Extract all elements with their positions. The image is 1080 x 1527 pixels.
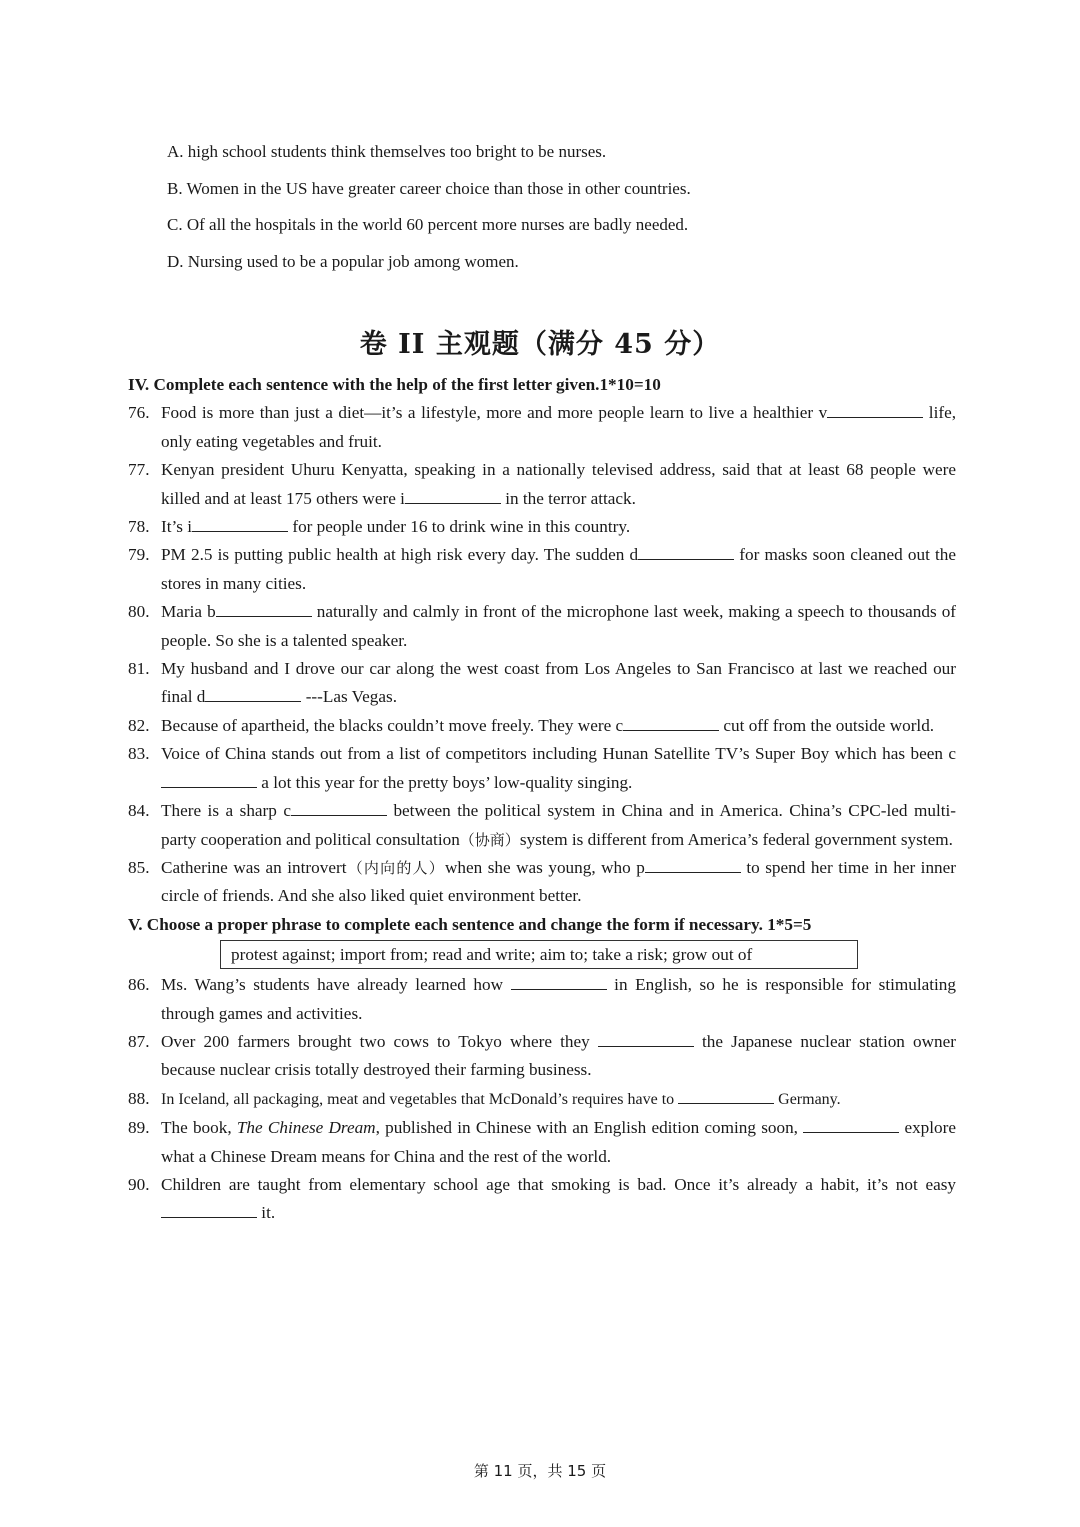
question-text: PM 2.5 is putting public health at high risk every day. The sudden d: [161, 545, 639, 565]
question-text: The book,: [161, 1118, 237, 1138]
question-number: 88.: [128, 1088, 150, 1108]
question-number: 83.: [128, 744, 150, 764]
question-text: In Iceland, all packaging, meat and vegetables that McDonald’s requires have to: [161, 1090, 679, 1108]
question-number: 85.: [128, 857, 150, 877]
exercise-body: [128, 371, 956, 1228]
chinese-gloss: （协商）: [459, 830, 520, 849]
question-text: Maria b: [161, 602, 216, 622]
answer-blank[interactable]: [645, 854, 741, 873]
question-text: It’s i: [161, 517, 193, 537]
question-text: in the terror attack.: [500, 488, 636, 508]
question-text: Kenyan president Uhuru Kenyatta, speaking in a nationally televised address, said that at least 68 people were killed and at least 175 others were i: [161, 460, 956, 508]
question-79: [128, 541, 956, 598]
question-text: My husband and I drove our car along the west coast from Los Angeles to San Francisco at last we reached our final d: [161, 659, 956, 707]
option-d: D. Nursing used to be a popular job among women.: [167, 251, 519, 271]
question-86: [128, 971, 956, 1028]
part4-heading: IV. Complete each sentence with the help of the first letter given.1*10=10: [128, 375, 661, 394]
question-number: 81.: [128, 659, 150, 679]
question-text: Germany.: [774, 1090, 841, 1108]
answer-blank[interactable]: [161, 769, 257, 788]
question-text: Catherine was an introvert: [161, 857, 347, 877]
question-number: 82.: [128, 715, 150, 735]
question-80: [128, 598, 956, 655]
answer-blank[interactable]: [216, 598, 312, 617]
option-a: A. high school students think themselves too bright to be nurses.: [167, 142, 607, 161]
chinese-gloss: （内向的人）: [346, 858, 445, 877]
question-text: , published in Chinese with an English edition coming soon,: [375, 1118, 804, 1138]
question-84: [128, 797, 956, 854]
question-text: between the political system in China and in America. China’s CPC-led multi-party cooperation and political consultation: [161, 801, 956, 849]
question-number: 78.: [128, 517, 150, 537]
question-text: the Japanese nuclear station owner because nuclear crisis totally destroyed their farming business.: [161, 1031, 956, 1080]
answer-blank[interactable]: [598, 1028, 694, 1047]
option-c: C. Of all the hospitals in the world 60 percent more nurses are badly needed.: [167, 215, 689, 234]
question-text: Children are taught from elementary school age that smoking is bad. Once it’s already a habit, it’s not easy: [161, 1174, 956, 1194]
answer-blank[interactable]: [192, 513, 288, 532]
answer-blank[interactable]: [638, 541, 734, 560]
question-number: 76.: [128, 403, 150, 423]
question-89: [128, 1114, 956, 1171]
question-text: Food is more than just a diet—it’s a lifestyle, more and more people learn to live a healthier v: [161, 403, 828, 423]
option-b: B. Women in the US have greater career choice than those in other countries.: [167, 178, 691, 198]
question-text: Over 200 farmers brought two cows to Tokyo where they: [161, 1031, 598, 1051]
question-number: 80.: [128, 602, 150, 622]
question-number: 79.: [128, 545, 150, 565]
question-text: to spend her time in her inner circle of friends. And she also liked quiet environment better.: [161, 857, 956, 906]
question-text: life, only eating vegetables and fruit.: [161, 403, 956, 451]
question-text: explore what a Chinese Dream means for China and the rest of the world.: [161, 1118, 956, 1166]
question-text: Ms. Wang’s students have already learned how: [161, 975, 511, 995]
section-title: 卷 II 主观题（满分 45 分）: [359, 329, 721, 360]
answer-options: [167, 140, 967, 286]
question-text: cut off from the outside world.: [719, 715, 935, 735]
answer-blank[interactable]: [678, 1085, 774, 1104]
question-text: ---Las Vegas.: [301, 687, 398, 707]
answer-blank[interactable]: [827, 399, 923, 418]
book-title: The Chinese Dream: [236, 1118, 376, 1138]
question-85: [128, 854, 956, 911]
question-88: [128, 1085, 956, 1114]
question-text: Because of apartheid, the blacks couldn’t move freely. They were c: [161, 715, 624, 735]
question-number: 86.: [128, 975, 150, 995]
answer-blank[interactable]: [623, 712, 719, 731]
answer-blank[interactable]: [291, 797, 387, 816]
question-number: 89.: [128, 1118, 150, 1138]
question-text: There is a sharp c: [161, 801, 291, 821]
question-90: [128, 1171, 956, 1228]
question-83: [128, 740, 956, 797]
part5-heading: V. Choose a proper phrase to complete each sentence and change the form if necessary. 1*5=5: [128, 914, 812, 934]
question-number: 84.: [128, 801, 150, 821]
phrase-bank: protest against; import from; read and write; aim to; take a risk; grow out of: [220, 940, 858, 969]
question-text: system is different from America’s federal government system.: [519, 829, 953, 849]
question-text: it.: [257, 1203, 276, 1223]
question-number: 77.: [128, 460, 150, 480]
answer-blank[interactable]: [511, 971, 607, 990]
question-77: [128, 456, 956, 513]
answer-blank[interactable]: [405, 485, 501, 504]
question-81: [128, 655, 956, 712]
question-76: [128, 399, 956, 456]
question-text: when she was young, who p: [444, 857, 645, 877]
answer-blank[interactable]: [803, 1114, 899, 1133]
question-text: for masks soon cleaned out the stores in many cities.: [161, 545, 956, 593]
answer-blank[interactable]: [161, 1199, 257, 1218]
question-text: for people under 16 to drink wine in this country.: [288, 517, 631, 537]
question-87: [128, 1028, 956, 1085]
question-78: [128, 513, 956, 541]
question-text: naturally and calmly in front of the microphone last week, making a speech to thousands of people. So she is a talented speaker.: [161, 602, 957, 650]
question-text: a lot this year for the pretty boys’ low-quality singing.: [257, 772, 633, 792]
question-text: Voice of China stands out from a list of competitors including Hunan Satellite TV’s Super Boy which has been c: [161, 744, 956, 764]
question-82: [128, 712, 956, 740]
answer-blank[interactable]: [205, 683, 301, 702]
question-number: 90.: [128, 1174, 150, 1194]
page-footer: 第 11 页，共 15 页: [473, 1462, 607, 1480]
question-number: 87.: [128, 1031, 150, 1051]
question-text: in English, so he is responsible for stimulating through games and activities.: [161, 975, 956, 1023]
